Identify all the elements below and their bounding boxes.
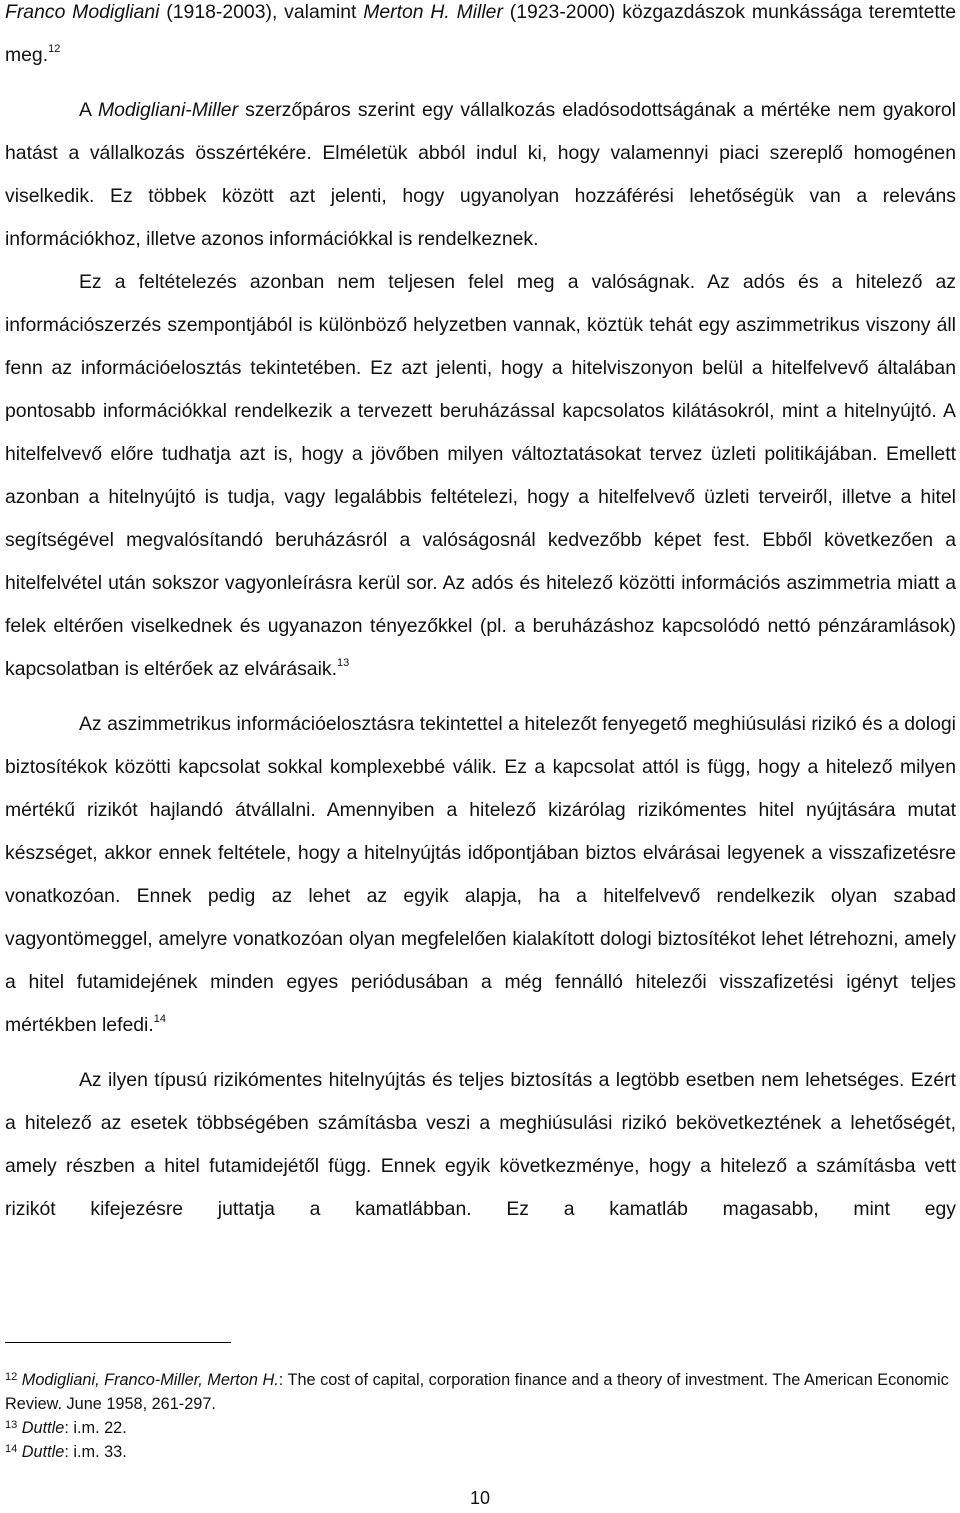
footnote bbox=[5, 1368, 956, 1416]
text-run: Az aszimmetrikus információelosztásra tekintettel a hitelezőt fenyegető meghiúsulási rizikó és a dologi biztosítékok közötti kapcsolat sokkal komplexebbé válik. Ez a kapcsolat attól is függ, hogy a hitelező milyen mértékű rizikót hajlandó átvállalni. Amennyiben a hitelező kizárólag rizikómentes hitel nyújtására mutat készséget, akkor ennek feltétele, hogy a hitelnyújtás időpontjában biztos elvárásai legyenek a visszafizetésre vonatkozóan. Ennek pedig az lehet az egyik alapja, ha a hitelfelvevő rendelkezik olyan szabad vagyontömeggel, amelyre vonatkozóan olyan megfelelően kialakított dologi biztosítékot lehet létrehozni, amely a hitel futamidejének minden egyes periódusában a még fennálló hitelezői visszafizetési igényt teljes mértékben lefedi. bbox=[5, 713, 956, 1036]
footnote-ref: 12 bbox=[48, 43, 61, 55]
footnote-ref: 12 bbox=[5, 1371, 18, 1383]
paragraph bbox=[5, 703, 956, 1047]
page-number: 10 bbox=[469, 1488, 491, 1508]
paragraph bbox=[5, 0, 956, 77]
italic-name: Modigliani, Franco-Miller, Merton H. bbox=[21, 1371, 279, 1389]
footnote-ref: 13 bbox=[336, 657, 350, 669]
text-run: szerzőpáros szerint egy vállalkozás eladósodottságának a mértéke nem gyakorol hatást a vállalkozás összértékére. Elméletük abból indul ki, hogy valamennyi piaci szereplő homogénen viselkedik. Ez többek között azt jelenti, hogy ugyanolyan hozzáférési lehetőségük van a releváns információkhoz, illetve azonos információkkal is rendelkeznek. bbox=[5, 99, 956, 250]
text-run: : The cost of capital, corporation finance and a theory of investment. The American Economic Review. June 1958, 261-297. bbox=[5, 1371, 949, 1413]
italic-name: Modigliani-Miller bbox=[97, 99, 239, 121]
text-run: A bbox=[79, 99, 98, 121]
italic-name: Duttle bbox=[21, 1443, 65, 1461]
paragraph bbox=[5, 261, 956, 691]
text-run: (1918-2003), valamint bbox=[159, 1, 364, 23]
text-run: Az ilyen típusú rizikómentes hitelnyújtás és teljes biztosítás a legtöbb esetben nem lehetséges. Ezért a hitelező az esetek többségében számításba veszi a meghiúsulási rizikó bekövetkeztének a lehetőségét, amely részben a hitel futamidejétől függ. Ennek egyik következménye, hogy a hitelező a számításba vett rizikót kifejezésre juttatja a kamatlábban. Ez a kamatláb magasabb, mint egy bbox=[5, 1069, 956, 1220]
footnote-ref: 13 bbox=[5, 1419, 18, 1431]
italic-name: Franco Modigliani bbox=[5, 1, 160, 23]
footnotes bbox=[5, 1342, 956, 1464]
italic-name: Duttle bbox=[21, 1419, 65, 1437]
footnote-ref: 14 bbox=[5, 1443, 18, 1455]
footnote-ref: 14 bbox=[153, 1013, 166, 1025]
italic-name: Merton H. Miller bbox=[363, 1, 503, 23]
paragraph bbox=[5, 1059, 956, 1231]
document-body bbox=[5, 0, 956, 1231]
text-run: Ez a feltételezés azonban nem teljesen felel meg a valóságnak. Az adós és a hitelező az információszerzés szempontjából is különböző helyzetben vannak, köztük tehát egy aszimmetrikus viszony áll fenn az információelosztás tekintetében. Ez azt jelenti, hogy a hitelviszonyon belül a hitelfelvevő általában pontosabb információkkal rendelkezik a tervezett beruházással kapcsolatos kilátásokról, mint a hitelnyújtó. A hitelfelvevő előre tudhatja azt is, hogy a jövőben milyen változtatásokat tervez üzleti politikájában. Emellett azonban a hitelnyújtó is tudja, vagy legalábbis feltételezi, hogy a hitelfelvevő üzleti terveiről, illetve a hitel segítségével megvalósítandó beruházásról a valóságosnál kedvezőbb képet fest. Ebből következően a hitelfelvétel után sokszor vagyonleírásra kerül sor. Az adós és hitelező közötti információs aszimmetria miatt a felek eltérően viselkednek és ugyanazon tényezőkkel (pl. a beruházáshoz kapcsolódó nettó pénzáramlások) kapcsolatban is eltérőek az elvárásaik. bbox=[5, 271, 956, 680]
paragraph bbox=[5, 89, 956, 261]
text-run: : i.m. 22. bbox=[64, 1419, 127, 1437]
text-run: (1923-2000) közgazdászok munkássága teremtette meg. bbox=[5, 1, 956, 66]
footnote bbox=[5, 1440, 956, 1464]
footnote bbox=[5, 1416, 956, 1440]
footnote-separator bbox=[5, 1342, 231, 1343]
text-run: : i.m. 33. bbox=[64, 1443, 127, 1461]
